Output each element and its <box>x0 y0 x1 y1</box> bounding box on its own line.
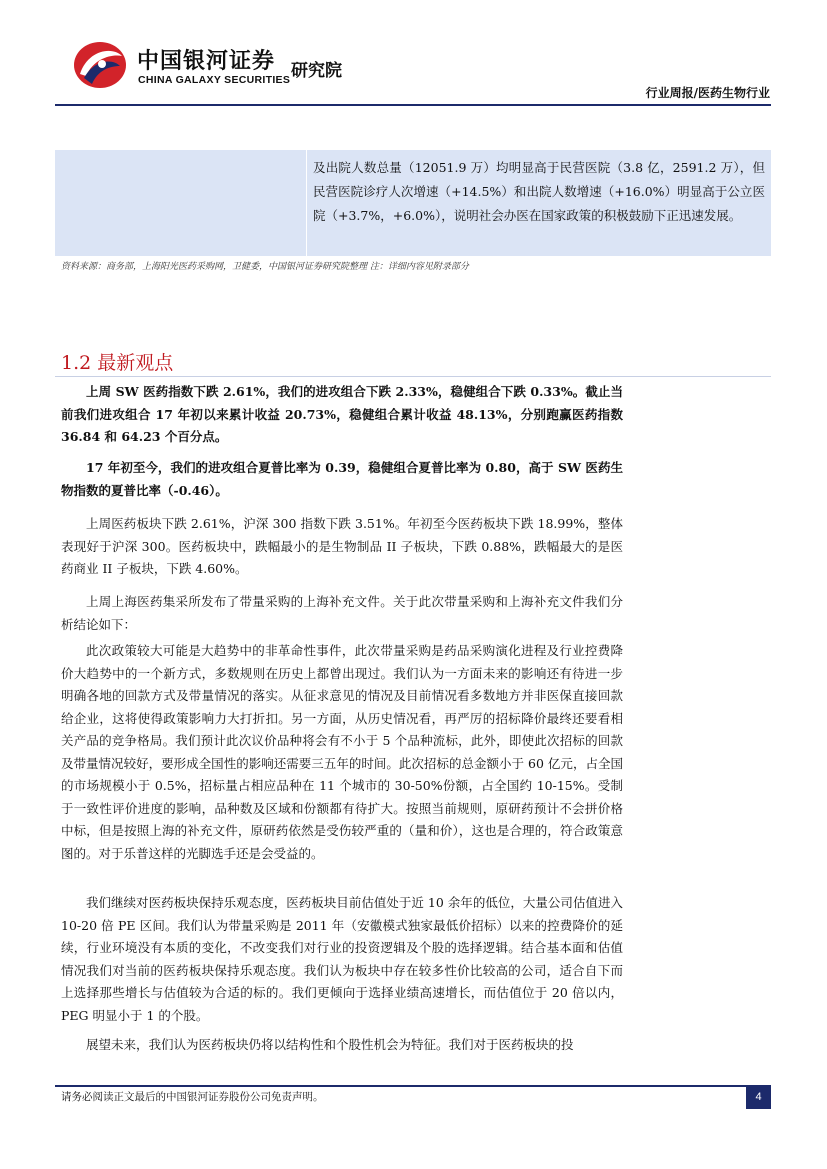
footer-divider <box>55 1085 771 1087</box>
info-box <box>55 150 771 256</box>
galaxy-logo-icon <box>72 40 128 90</box>
brand-name-en: CHINA GALAXY SECURITIES <box>138 74 291 86</box>
brand-name-cn: 中国银河证券 <box>137 49 276 74</box>
source-note: 资料来源：商务部，上海阳光医药采购网，卫健委，中国银河证券研究院整理 注：详细内容见附录部分 <box>61 262 469 272</box>
header-divider <box>55 104 771 106</box>
paragraph-shanghai: 上周上海医药集采所发布了带量采购的上海补充文件。关于此次带量采购和上海补充文件我们分析结论如下： <box>61 594 623 632</box>
paragraph-future: 展望未来，我们认为医药板块仍将以结构性和个股性机会为特征。我们对于医药板块的投 <box>86 1037 574 1052</box>
report-type: 行业周报/医药生物行业 <box>645 86 770 100</box>
brand-institute: 研究院 <box>291 61 342 81</box>
paragraph-sharpe: 17 年初至今，我们的进攻组合夏普比率为 0.39，稳健组合夏普比率为 0.80，高于 SW 医药生物指数的夏普比率（-0.46）。 <box>61 460 623 498</box>
paragraph-outlook-valuation: 我们继续对医药板块保持乐观态度，医药板块目前估值处于近 10 余年的低位，大量公司估值进入 10-20 倍 PE 区间。我们认为带量采购是 2011 年（安徽模式独家最低价招标）以来的控费降价的延续，行业环境没有本质的变化，不改变我们对行业的投资逻辑及个股的选择逻辑。结合基本面和估值情况我们对当前的医药板块保持乐观态度。我们认为板块中存在较多性价比较高的公司，适合自下而上选择那些增长与估值较为合适的标的。我们更倾向于选择业绩高速增长，而估值位于 20 倍以内，PEG 明显小于 1 的个股。 <box>61 895 623 1023</box>
page-header <box>0 0 827 110</box>
info-box-divider <box>306 150 307 256</box>
section-divider <box>55 376 771 377</box>
section-title: 1.2 最新观点 <box>61 352 174 374</box>
paragraph-market: 上周医药板块下跌 2.61%，沪深 300 指数下跌 3.51%。年初至今医药板块下跌 18.99%，整体表现好于沪深 300。医药板块中，跌幅最小的是生物制品 II 子板块，下跌 0.88%，跌幅最大的是医药商业 II 子板块，下跌 4.60%。 <box>61 516 623 576</box>
info-box-text: 及出院人数总量（12051.9 万）均明显高于民营医院（3.8 亿，2591.2 万），但民营医院诊疗人次增速（+14.5%）和出院人数增速（+16.0%）明显高于公立医院（+3.7%，+6.0%），说明社会办医在国家政策的积极鼓励下正迅速发展。 <box>313 160 765 223</box>
paragraph-policy-analysis: 此次政策较大可能是大趋势中的非革命性事件，此次带量采购是药品采购演化进程及行业控费降价大趋势中的一个新方式，多数规则在历史上都曾出现过。我们认为一方面未来的影响还有待进一步明确各地的回款方式及带量情况的落实。从征求意见的情况及目前情况看多数地方并非医保直接回款给企业，这将使得政策影响力大打折扣。另一方面，从历史情况看，再严厉的招标降价最终还要看相关产品的竞争格局。我们预计此次议价品种将会有不小于 5 个品种流标，此外，即使此次招标的回款及带量情况较好，要形成全国性的影响还需要三五年的时间。此次招标的总金额小于 60 亿元，占全国的市场规模小于 0.5%，招标量占相应品种在 11 个城市的 30-50%份额，占全国约 10-15%。受制于一致性评价进度的影响，品种数及区域和份额都有待扩大。按照当前规则，原研药预计不会拼价格中标，但是按照上海的补充文件，原研药依然是受伤较严重的（量和价），这也是合理的，符合政策意图的。对于乐普这样的光脚选手还是会受益的。 <box>61 643 623 861</box>
paragraph-returns: 上周 SW 医药指数下跌 2.61%，我们的进攻组合下跌 2.33%，稳健组合下跌 0.33%。截止当前我们进攻组合 17 年初以来累计收益 20.73%，稳健组合累计收益 48.13%，分别跑赢医药指数 36.84 和 64.23 个百分点。 <box>61 384 623 444</box>
footer-disclaimer: 请务必阅读正文最后的中国银河证券股份公司免责声明。 <box>61 1091 324 1103</box>
page-number: 4 <box>746 1085 771 1109</box>
